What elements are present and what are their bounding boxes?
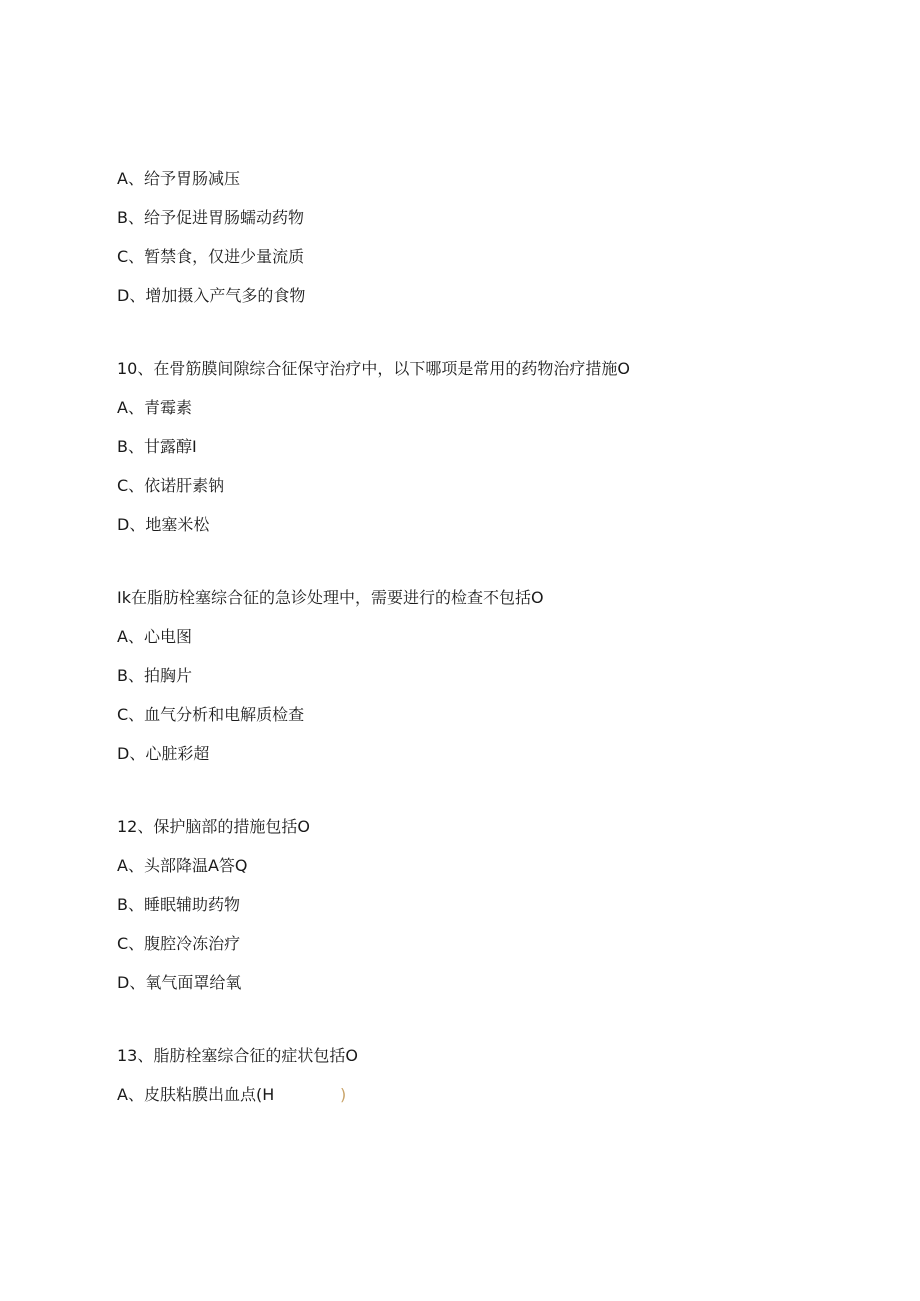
question-12-stem: 12、保护脑部的措施包括O <box>117 817 310 836</box>
q11-option-b: B、拍胸片 <box>117 666 192 685</box>
option-a: A、给予胃肠减压 <box>117 169 240 188</box>
q11-option-a: A、心电图 <box>117 627 192 646</box>
q10-option-a: A、青霉素 <box>117 398 192 417</box>
q12-option-c: C、腹腔冷冻治疗 <box>117 934 241 953</box>
q13-option-a: A、皮肤粘膜出血点(H <box>117 1085 275 1104</box>
q12-option-d: D、氧气面罩给氧 <box>117 973 242 992</box>
q12-option-a: A、头部降温A答Q <box>117 856 248 875</box>
q11-option-d: D、心脏彩超 <box>117 744 210 763</box>
q11-option-c: C、血气分析和电解质检查 <box>117 705 305 724</box>
q10-option-b: B、甘露醇I <box>117 437 197 456</box>
question-10-stem: 10、在骨筋膜间隙综合征保守治疗中，以下哪项是常用的药物治疗措施O <box>117 359 630 378</box>
option-d: D、增加摄入产气多的食物 <box>117 286 306 305</box>
answer-mark: ) <box>340 1085 347 1104</box>
q12-option-b: B、睡眠辅助药物 <box>117 895 240 914</box>
option-c: C、暂禁食，仅进少量流质 <box>117 247 305 266</box>
q10-option-d: D、地塞米松 <box>117 515 210 534</box>
question-13-stem: 13、脂肪栓塞综合征的症状包括O <box>117 1046 358 1065</box>
question-11-stem: Ik在脂肪栓塞综合征的急诊处理中，需要进行的检查不包括O <box>117 588 544 607</box>
option-b: B、给予促进胃肠蠕动药物 <box>117 208 304 227</box>
q10-option-c: C、依诺肝素钠 <box>117 476 225 495</box>
